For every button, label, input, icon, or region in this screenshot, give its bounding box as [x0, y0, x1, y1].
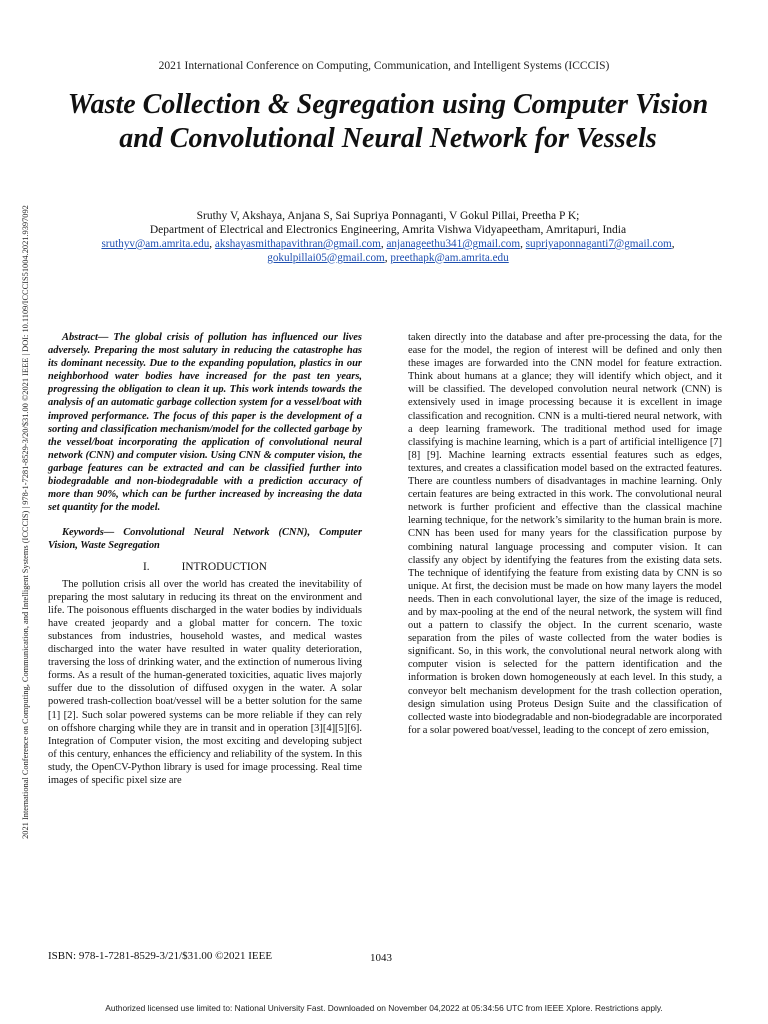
email-link[interactable]: supriyaponnaganti7@gmail.com	[525, 238, 672, 250]
email-link[interactable]: anjanageethu341@gmail.com	[386, 238, 521, 250]
keywords	[48, 526, 362, 552]
author-list: Sruthy V, Akshaya, Anjana S, Sai Supriya Ponnaganti, V Gokul Pillai, Preetha P K;	[196, 210, 580, 222]
section-heading	[48, 561, 362, 574]
footer-isbn: ISBN: 978-1-7281-8529-3/21/$31.00 ©2021 IEEE	[48, 950, 273, 962]
keywords-text: Convolutional Neural Network (CNN), Computer Vision, Waste Segregation	[48, 527, 363, 552]
email-link[interactable]: akshayasmithapavithran@gmail.com	[214, 238, 381, 250]
body-paragraph: taken directly into the database and after pre-processing the data, for the ease for the model, the region of interest will be defined and only then these images are forwarded into the CNN model for feature extraction. Think about humans at a glance; they will identify which object, and it will be classified. The developed convolution neural network (CNN) is extensively used in image processing because it is excellent in image classification and recognition. CNN is a multi-tiered neural network, with a deep learning framework. The traditional method used for image classifying is machine learning, which is a part of artificial intelligence [7] [8] [9]. Machine learning extracts essential features such as edges, textures, and creates a classification model based on the extracted features. There are countless numbers of disadvantages in machine learning. Only certain features are being extracted in this work. The convolutional neural network is further proficient and effective than the classical machine learning technique, for the network’s similarity to the human brain is more. CNN has been used for many years for the classification purpose by combining natural language processing and computer vision. It can classify any object by identifying the features from the existing data sets. The technique of identifying the feature from existing data by CNN is so unique. At first, the decision must be made on how many layers the model needs. Then in each convolutional layer, the size of the image is reduced, and by max-pooling at the end of the neural network, the system will find out a pattern to classify the object. In the current scenario, waste separation from the piles of waste collected from the water bodies is significant. So, in this work, the convolutional neural network along with computer vision is selected for the pattern identification and the information is broken down homogeneously at each level. In this study, a conveyor belt mechanism development for the trash collection operation, design simulation using Proteus Design Suite and the classification of collected waste into biodegradable and non-biodegradable are incorporated for a solar powered boat/vessel, leading to the concept of zero emission,	[408, 332, 722, 736]
side-doi-note: 2021 International Conference on Computing, Communication, and Intelligent Systems (ICCCIS) | 978-1-7281-8529-3/20/$31.00 ©2021 IEEE | DOI: 10.1109/ICCCIS51004.2021.9397092	[21, 205, 30, 839]
email-link[interactable]: sruthyv@am.amrita.edu	[101, 238, 210, 250]
conference-header: 2021 International Conference on Computing, Communication, and Intelligent Systems (ICCCIS)	[158, 60, 610, 72]
keywords-label: Keywords—	[62, 527, 115, 539]
affiliation: Department of Electrical and Electronics Engineering, Amrita Vishwa Vidyapeetham, Amritapuri, India	[149, 224, 627, 236]
paper-title: Waste Collection & Segregation using Computer Vision and Convolutional Neural Network for Vessels	[67, 89, 709, 154]
intro-paragraph: The pollution crisis all over the world has created the inevitability of preparing the most salutary in reducing its threat on the environment and life. The poisonous effluents discharged in the water bodies by individuals have created jeopardy and a global matter for concern. The toxic substances from industries, household wastes, and medical wastes discharged into the water have resulted in water quality deterioration, traversing the loss of drinking water, and the extinction of numerous living forms. As a result of the human-generated toxicities, aquatic lives majorly suffer due to the dissolution of diffused oxygen in the water. A solar powered trash-collection boat/vessel will be a better solution for the same [1] [2]. Such solar powered systems can be more reliable if they can rely on offshore charging while they are in transit and in operation [3][4][5][6]. Integration of Computer vision, the most exciting and developing subject of this century, enhances the efficiency and reliability of the system. In this study, the OpenCV-Python library is used for image processing. Real time images of specific pixel size are	[48, 578, 362, 786]
right-column	[408, 331, 722, 737]
abstract-text: The global crisis of pollution has influenced our lives adversely. Preparing the most salutary in reducing the catastrophe has its dominant necessity. Due to the expanding population, plastics in our neighborhood water bodies have increased for the past ten years, progressing the obligation to clean it up. This work intends towards the analysis of an automatic garbage collection system for a vessel/boat with improved performance. The focus of this paper is the development of a sorting and classification mechanism/model for the collected garbage by the vessel/boat incorporating the application of convolutional neural network (CNN) and computer vision. Using CNN & computer vision, the garbage features can be extracted and can be classified further into biodegradable and non-biodegradable with a prediction accuracy of more than 90%, which can be further increased by increasing the data set quantity for the model.	[48, 332, 362, 514]
section-number: I.	[143, 560, 150, 573]
abstract-label: Abstract—	[62, 332, 109, 343]
email-link[interactable]: gokulpillai05@gmail.com	[267, 251, 385, 264]
abstract	[48, 331, 362, 514]
email-link[interactable]: preethapk@am.amrita.edu	[390, 251, 509, 264]
email-list: sruthyv@am.amrita.edu, akshayasmithapavithran@gmail.com, anjanageethu341@gmail.com, supriyaponnaganti7@gmail.com, gokulpillai05@gmail.com, preethapk@am.amrita.edu	[101, 238, 675, 264]
page-number: 1043	[370, 952, 392, 964]
left-column	[48, 331, 362, 787]
license-note: Authorized licensed use limited to: National University Fast. Downloaded on November 04,2022 at 05:34:56 UTC from IEEE Xplore. Restrictions apply.	[105, 1003, 663, 1013]
section-title: INTRODUCTION	[181, 560, 267, 573]
